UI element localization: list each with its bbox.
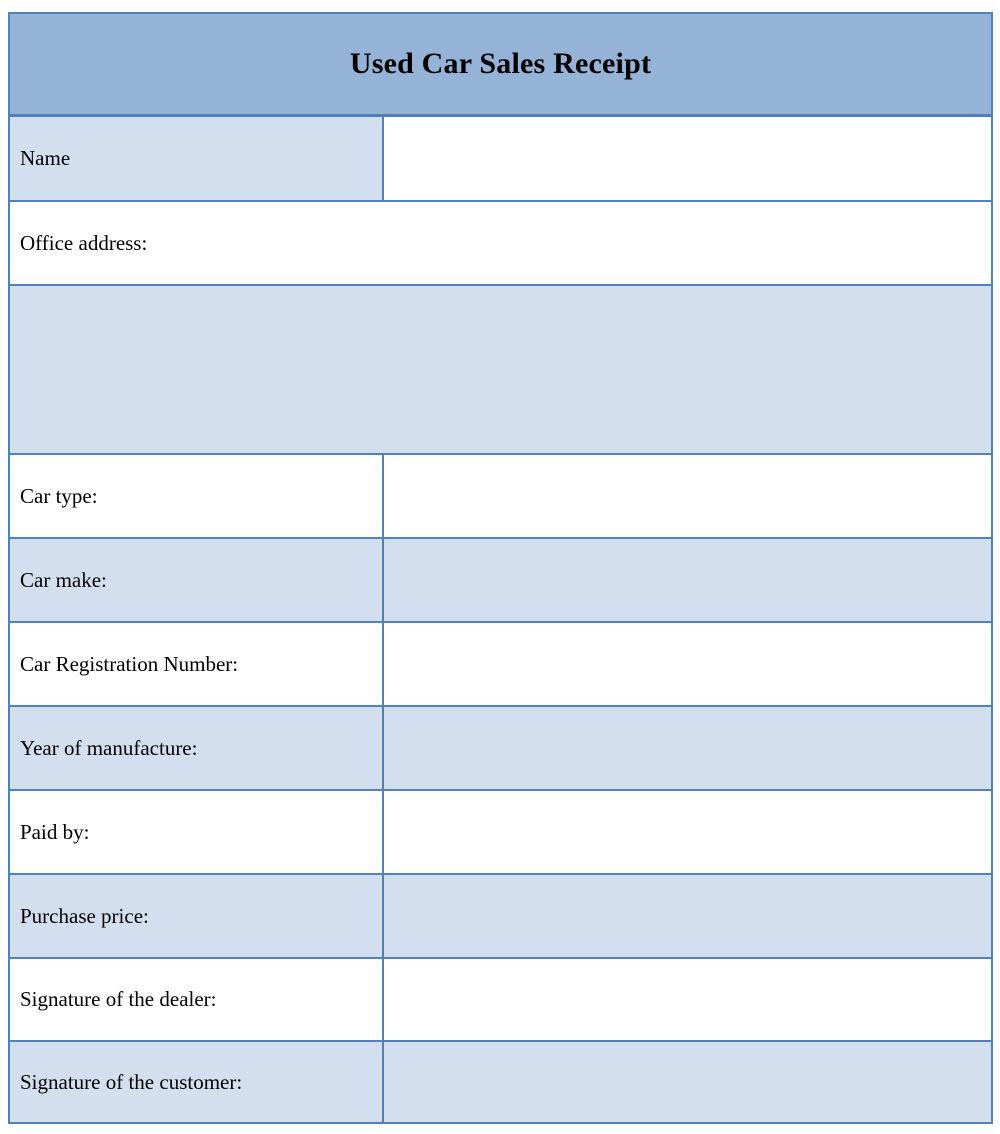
car-type-row xyxy=(10,455,991,539)
paid-by-label-text: Paid by: xyxy=(20,819,90,844)
name-field[interactable] xyxy=(384,117,991,200)
name-row xyxy=(10,117,991,202)
car-registration-label xyxy=(10,623,384,705)
car-type-field[interactable] xyxy=(384,455,991,537)
office-address-label-text: Office address: xyxy=(20,230,148,255)
dealer-signature-row xyxy=(10,959,991,1042)
car-registration-row xyxy=(10,623,991,707)
dealer-signature-label xyxy=(10,959,384,1040)
purchase-price-row xyxy=(10,875,991,959)
car-make-label xyxy=(10,539,384,621)
car-make-field[interactable] xyxy=(384,539,991,621)
year-of-manufacture-row xyxy=(10,707,991,791)
car-type-label xyxy=(10,455,384,537)
dealer-signature-field[interactable] xyxy=(384,959,991,1040)
car-type-label-text: Car type: xyxy=(20,483,98,508)
car-registration-label-text: Car Registration Number: xyxy=(20,651,239,676)
receipt-form xyxy=(8,12,993,1124)
form-header xyxy=(10,14,991,117)
car-registration-field[interactable] xyxy=(384,623,991,705)
paid-by-label xyxy=(10,791,384,873)
purchase-price-field[interactable] xyxy=(384,875,991,957)
name-label-text: Name xyxy=(20,146,71,170)
car-make-row xyxy=(10,539,991,623)
year-of-manufacture-label xyxy=(10,707,384,789)
paid-by-field[interactable] xyxy=(384,791,991,873)
customer-signature-field[interactable] xyxy=(384,1042,991,1122)
dealer-signature-label-text: Signature of the dealer: xyxy=(20,987,217,1011)
office-address-field[interactable] xyxy=(10,286,991,455)
customer-signature-label-text: Signature of the customer: xyxy=(20,1069,243,1094)
customer-signature-row xyxy=(10,1042,991,1122)
name-label xyxy=(10,117,384,200)
office-address-label xyxy=(10,202,991,284)
office-address-row xyxy=(10,202,991,286)
purchase-price-label xyxy=(10,875,384,957)
customer-signature-label xyxy=(10,1042,384,1122)
car-make-label-text: Car make: xyxy=(20,567,107,592)
year-of-manufacture-label-text: Year of manufacture: xyxy=(20,735,198,760)
purchase-price-label-text: Purchase price: xyxy=(20,903,149,928)
form-title: Used Car Sales Receipt xyxy=(349,47,652,80)
paid-by-row xyxy=(10,791,991,875)
year-of-manufacture-field[interactable] xyxy=(384,707,991,789)
